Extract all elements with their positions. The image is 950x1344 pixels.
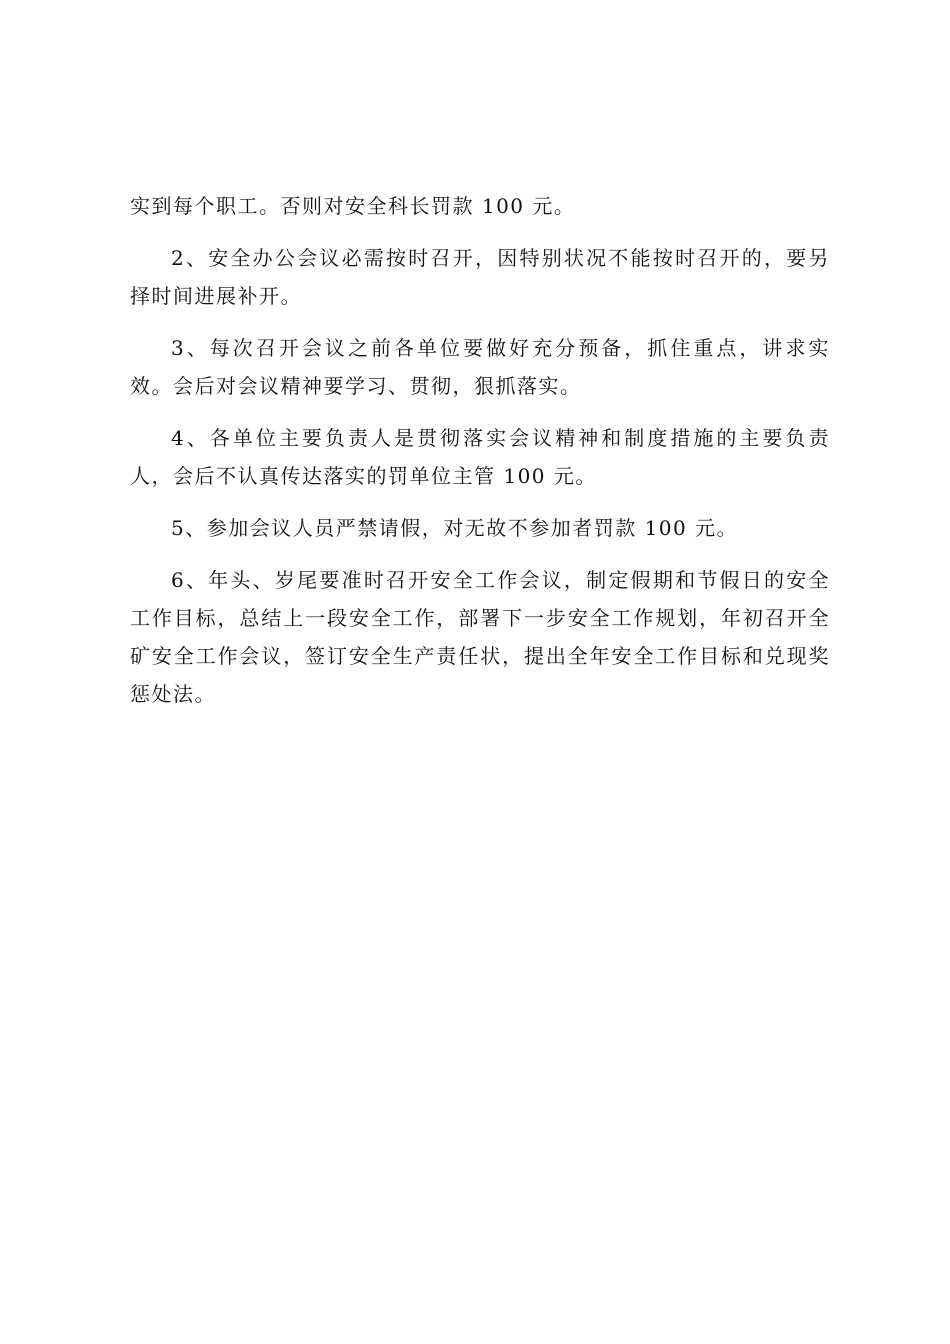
paragraph-item-5: 5、参加会议人员严禁请假，对无故不参加者罚款 100 元。 — [171, 516, 739, 540]
paragraph-item-2: 2、安全办公会议必需按时召开，因特别状况不能按时召开的，要另择时间进展补开。 — [130, 246, 830, 308]
paragraph-continuation: 实到每个职工。否则对安全科长罚款 100 元。 — [130, 194, 576, 218]
paragraph-item-3: 3、每次召开会议之前各单位要做好充分预备，抓住重点，讲求实效。会后对会议精神要学习、贯彻，狠抓落实。 — [130, 336, 830, 398]
paragraph-item-6: 6、年头、岁尾要准时召开安全工作会议，制定假期和节假日的安全工作目标，总结上一段安全工作，部署下一步安全工作规划，年初召开全矿安全工作会议，签订安全生产责任状，提出全年安全工作目标和兑现奖惩处法。 — [130, 568, 830, 706]
document-body — [130, 187, 830, 727]
paragraph-item-4: 4、各单位主要负责人是贯彻落实会议精神和制度措施的主要负责人，会后不认真传达落实的罚单位主管 100 元。 — [130, 426, 830, 488]
